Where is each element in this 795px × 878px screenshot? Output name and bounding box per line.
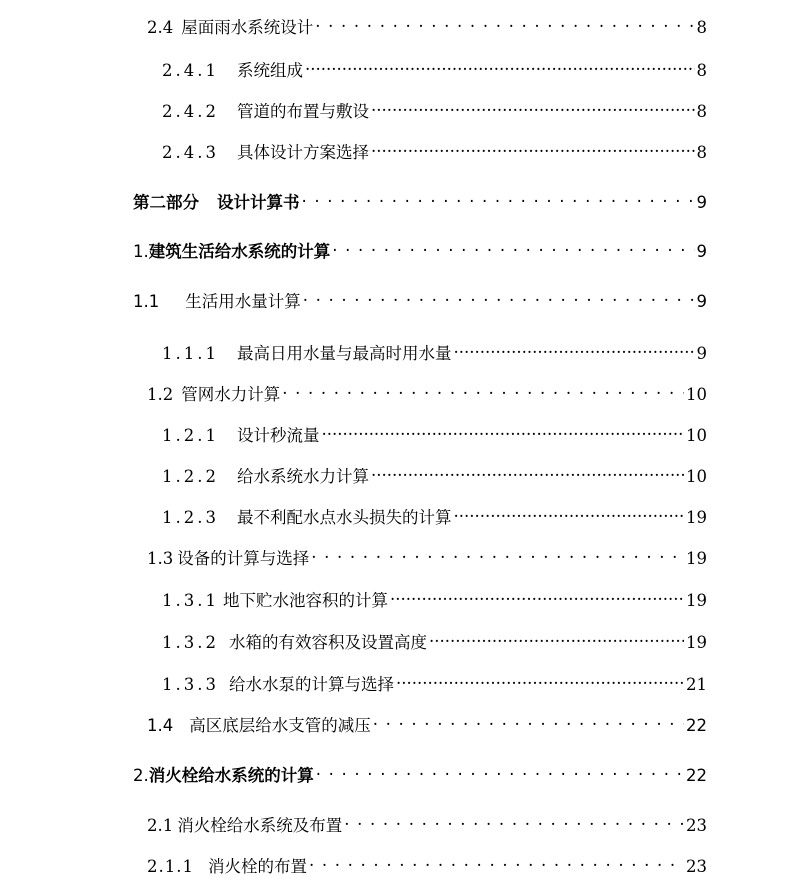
toc-entry[interactable] [147,11,707,39]
toc-entry[interactable] [162,626,707,654]
toc-title: 最不利配水点水头损失的计算 [236,508,452,527]
toc-page-number: 8 [696,18,707,37]
toc-page-number: 10 [686,426,707,445]
toc-title: 具体设计方案选择 [236,143,369,162]
toc-entry[interactable] [162,419,707,447]
toc-page-number: 19 [686,549,707,568]
toc-title: 水箱的有效容积及设置高度 [228,633,427,652]
toc-number: 2.4 [147,18,174,37]
toc-title: 给水水泵的计算与选择 [228,675,394,694]
toc-leader [453,501,684,523]
toc-leader [332,235,694,257]
toc-page-number: 19 [686,508,707,527]
toc-entry[interactable] [147,709,707,737]
toc-title: 管网水力计算 [181,385,281,404]
toc-number: 1.3 [147,549,174,568]
toc-title: 设备的计算与选择 [177,549,310,568]
toc-page-number: 9 [696,242,707,261]
toc-title: 最高日用水量与最高时用水量 [236,344,452,363]
toc-page-number: 10 [686,467,707,486]
toc-title: 系统组成 [236,61,303,80]
toc-entry[interactable] [162,136,707,164]
toc-number: 1.3.3 [162,675,219,694]
toc-entry[interactable] [162,54,707,82]
toc-number: 1.2.2 [162,467,219,486]
toc-title: 地下贮水池容积的计算 [222,591,388,610]
toc-page-number: 8 [696,61,707,80]
toc-leader [311,542,684,564]
toc-number: 第二部分 [133,193,199,212]
toc-entry[interactable] [162,584,707,612]
toc-number: 1.2.1 [162,426,219,445]
toc-title: 设计秒流量 [236,426,320,445]
toc-number: 2.1.1 [147,857,194,876]
toc-leader [371,136,695,158]
toc-entry[interactable] [147,809,707,837]
toc-title: 消火栓的布置 [207,857,307,876]
toc-entry[interactable] [133,285,707,313]
toc-number: 1.1 [133,292,160,311]
toc-title: 消火栓给水系统及布置 [177,816,343,835]
toc-entry[interactable] [162,337,707,365]
toc-leader [344,809,684,831]
toc-entry[interactable] [133,759,707,787]
toc-number: 1.2 [147,385,174,404]
toc-leader [302,186,695,208]
toc-number: 2.4.2 [162,102,219,121]
toc-entry[interactable] [133,186,707,214]
toc-page-number: 8 [696,102,707,121]
toc-entry[interactable] [162,460,707,488]
toc-number: 1.3.1 [162,591,219,610]
toc-page-number: 9 [696,292,707,311]
toc-leader [371,95,695,117]
toc-number: 1.4 [147,716,174,735]
toc-page-number: 23 [686,857,707,876]
toc-number: 2. [133,766,149,785]
toc-leader [396,668,684,690]
toc-page-number: 19 [686,633,707,652]
toc-leader [453,337,694,359]
toc-leader [371,460,684,482]
toc-page-number: 10 [686,385,707,404]
toc-entry[interactable] [133,235,707,263]
toc-title: 给水系统水力计算 [236,467,369,486]
toc-number: 2.4.1 [162,61,219,80]
toc-title: 生活用水量计算 [185,292,301,311]
toc-entry[interactable] [147,378,707,406]
toc-page-number: 8 [696,143,707,162]
toc-page-number: 22 [686,766,707,785]
toc-leader [309,850,684,872]
toc-page-number: 21 [686,675,707,694]
toc-page-number: 23 [686,816,707,835]
toc-title: 屋面雨水系统设计 [181,18,314,37]
toc-number: 1.2.3 [162,508,219,527]
toc-page-number: 9 [696,193,707,212]
toc-page-number: 19 [686,591,707,610]
toc-title: 消火栓给水系统的计算 [148,766,314,785]
toc-entry[interactable] [162,501,707,529]
toc-leader [315,11,694,33]
toc-page-number: 9 [696,344,707,363]
toc-title: 建筑生活给水系统的计算 [148,242,331,261]
toc-title: 高区底层给水支管的减压 [189,716,371,735]
toc-entry[interactable] [162,668,707,696]
toc-entry[interactable] [147,850,707,878]
toc-leader [429,626,684,648]
toc-leader [321,419,684,441]
toc-number: 1.3.2 [162,633,219,652]
toc-leader [303,285,695,307]
toc-entry[interactable] [147,542,707,570]
toc-leader [373,709,684,731]
toc-number: 2.1 [147,816,174,835]
toc-number: 1.1.1 [162,344,219,363]
toc-leader [390,584,684,606]
toc-leader [305,54,695,76]
toc-title: 设计计算书 [217,193,300,212]
toc-page-number: 22 [686,716,707,735]
toc-number: 2.4.3 [162,143,219,162]
toc-number: 1. [133,242,149,261]
toc-title: 管道的布置与敷设 [236,102,369,121]
toc-entry[interactable] [162,95,707,123]
toc-leader [316,759,684,781]
toc-leader [282,378,684,400]
